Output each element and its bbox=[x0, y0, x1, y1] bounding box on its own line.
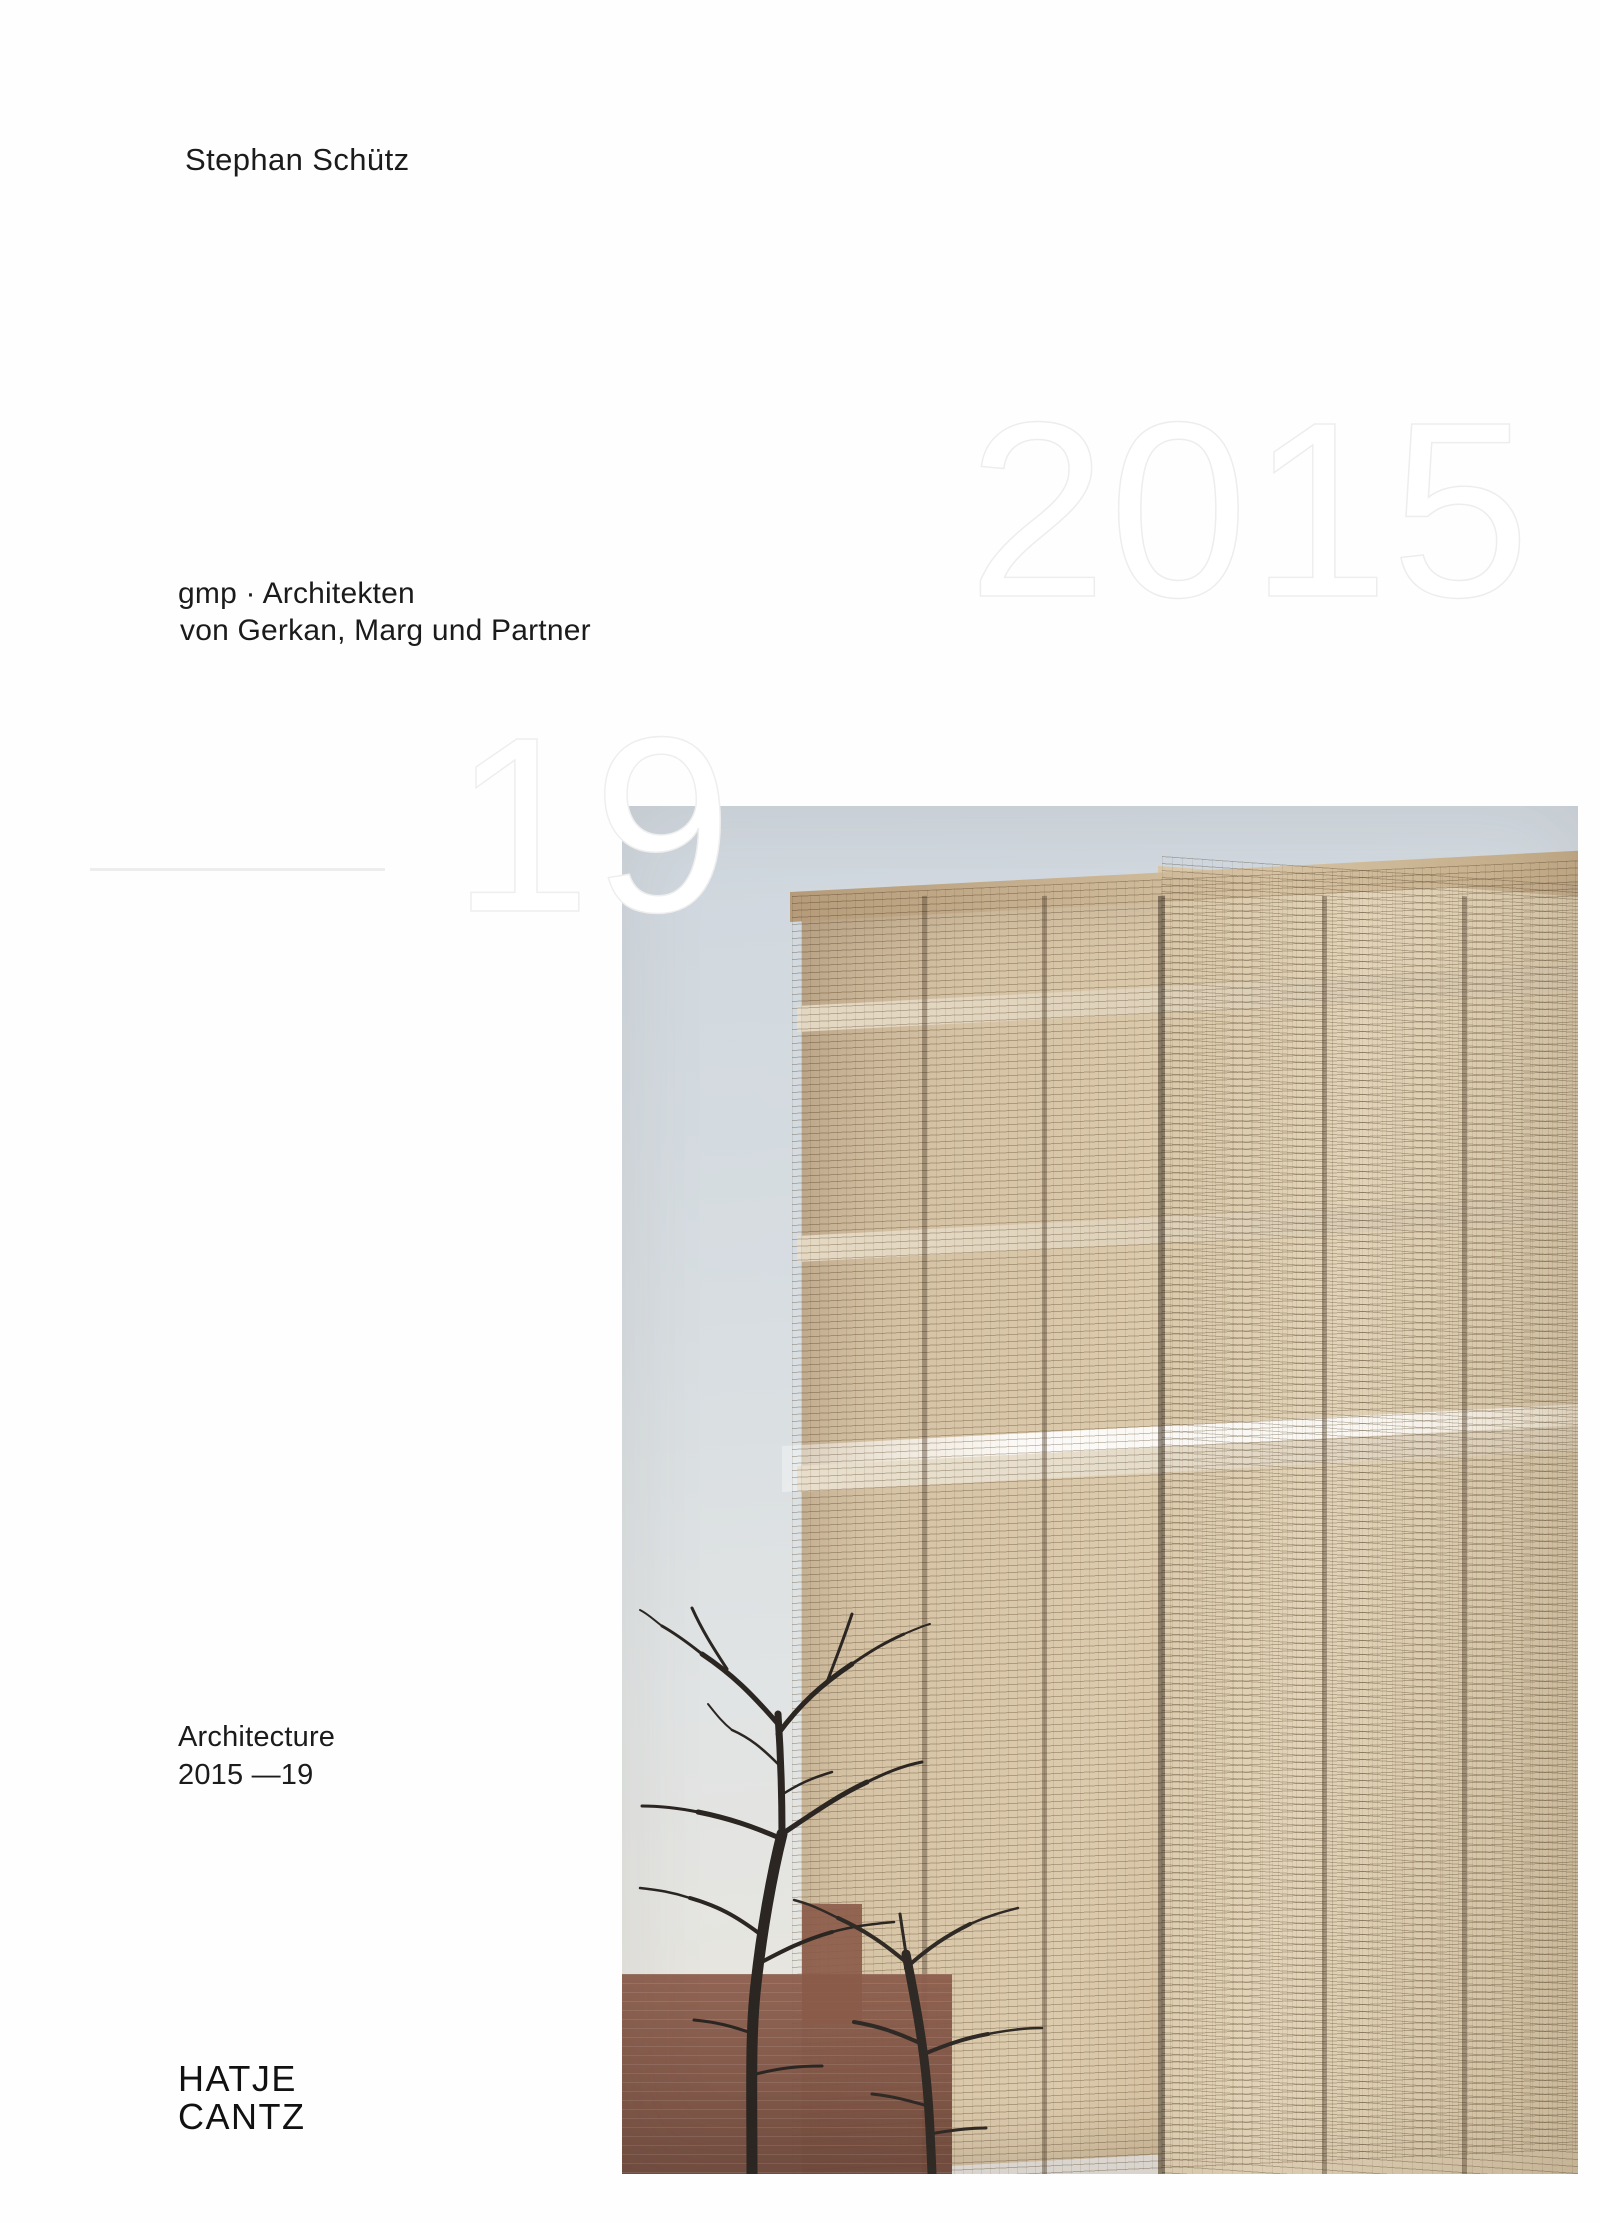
subtitle-line-2: 2015 —19 bbox=[178, 1759, 314, 1792]
ghost-dash-rule bbox=[90, 868, 385, 871]
publisher-logo bbox=[178, 2060, 306, 2135]
cover-photograph bbox=[622, 806, 1578, 2174]
ghost-year-end: 19 bbox=[452, 685, 735, 964]
ghost-year-start: 2015 bbox=[967, 370, 1532, 649]
metal-mesh-facade-right bbox=[1162, 856, 1578, 2174]
publisher-line-2: CANTZ bbox=[178, 2095, 306, 2137]
office-name bbox=[178, 575, 591, 649]
office-name-line-2: von Gerkan, Marg und Partner bbox=[180, 614, 591, 648]
publisher-line-1: HATJE bbox=[178, 2058, 297, 2100]
subtitle-line-1: Architecture bbox=[178, 1721, 336, 1753]
cover-subtitle bbox=[178, 1718, 335, 1795]
office-name-line-1: gmp · Architekten bbox=[178, 577, 415, 610]
bare-tree-small bbox=[772, 1844, 1052, 2174]
author-name: Stephan Schütz bbox=[185, 142, 410, 177]
